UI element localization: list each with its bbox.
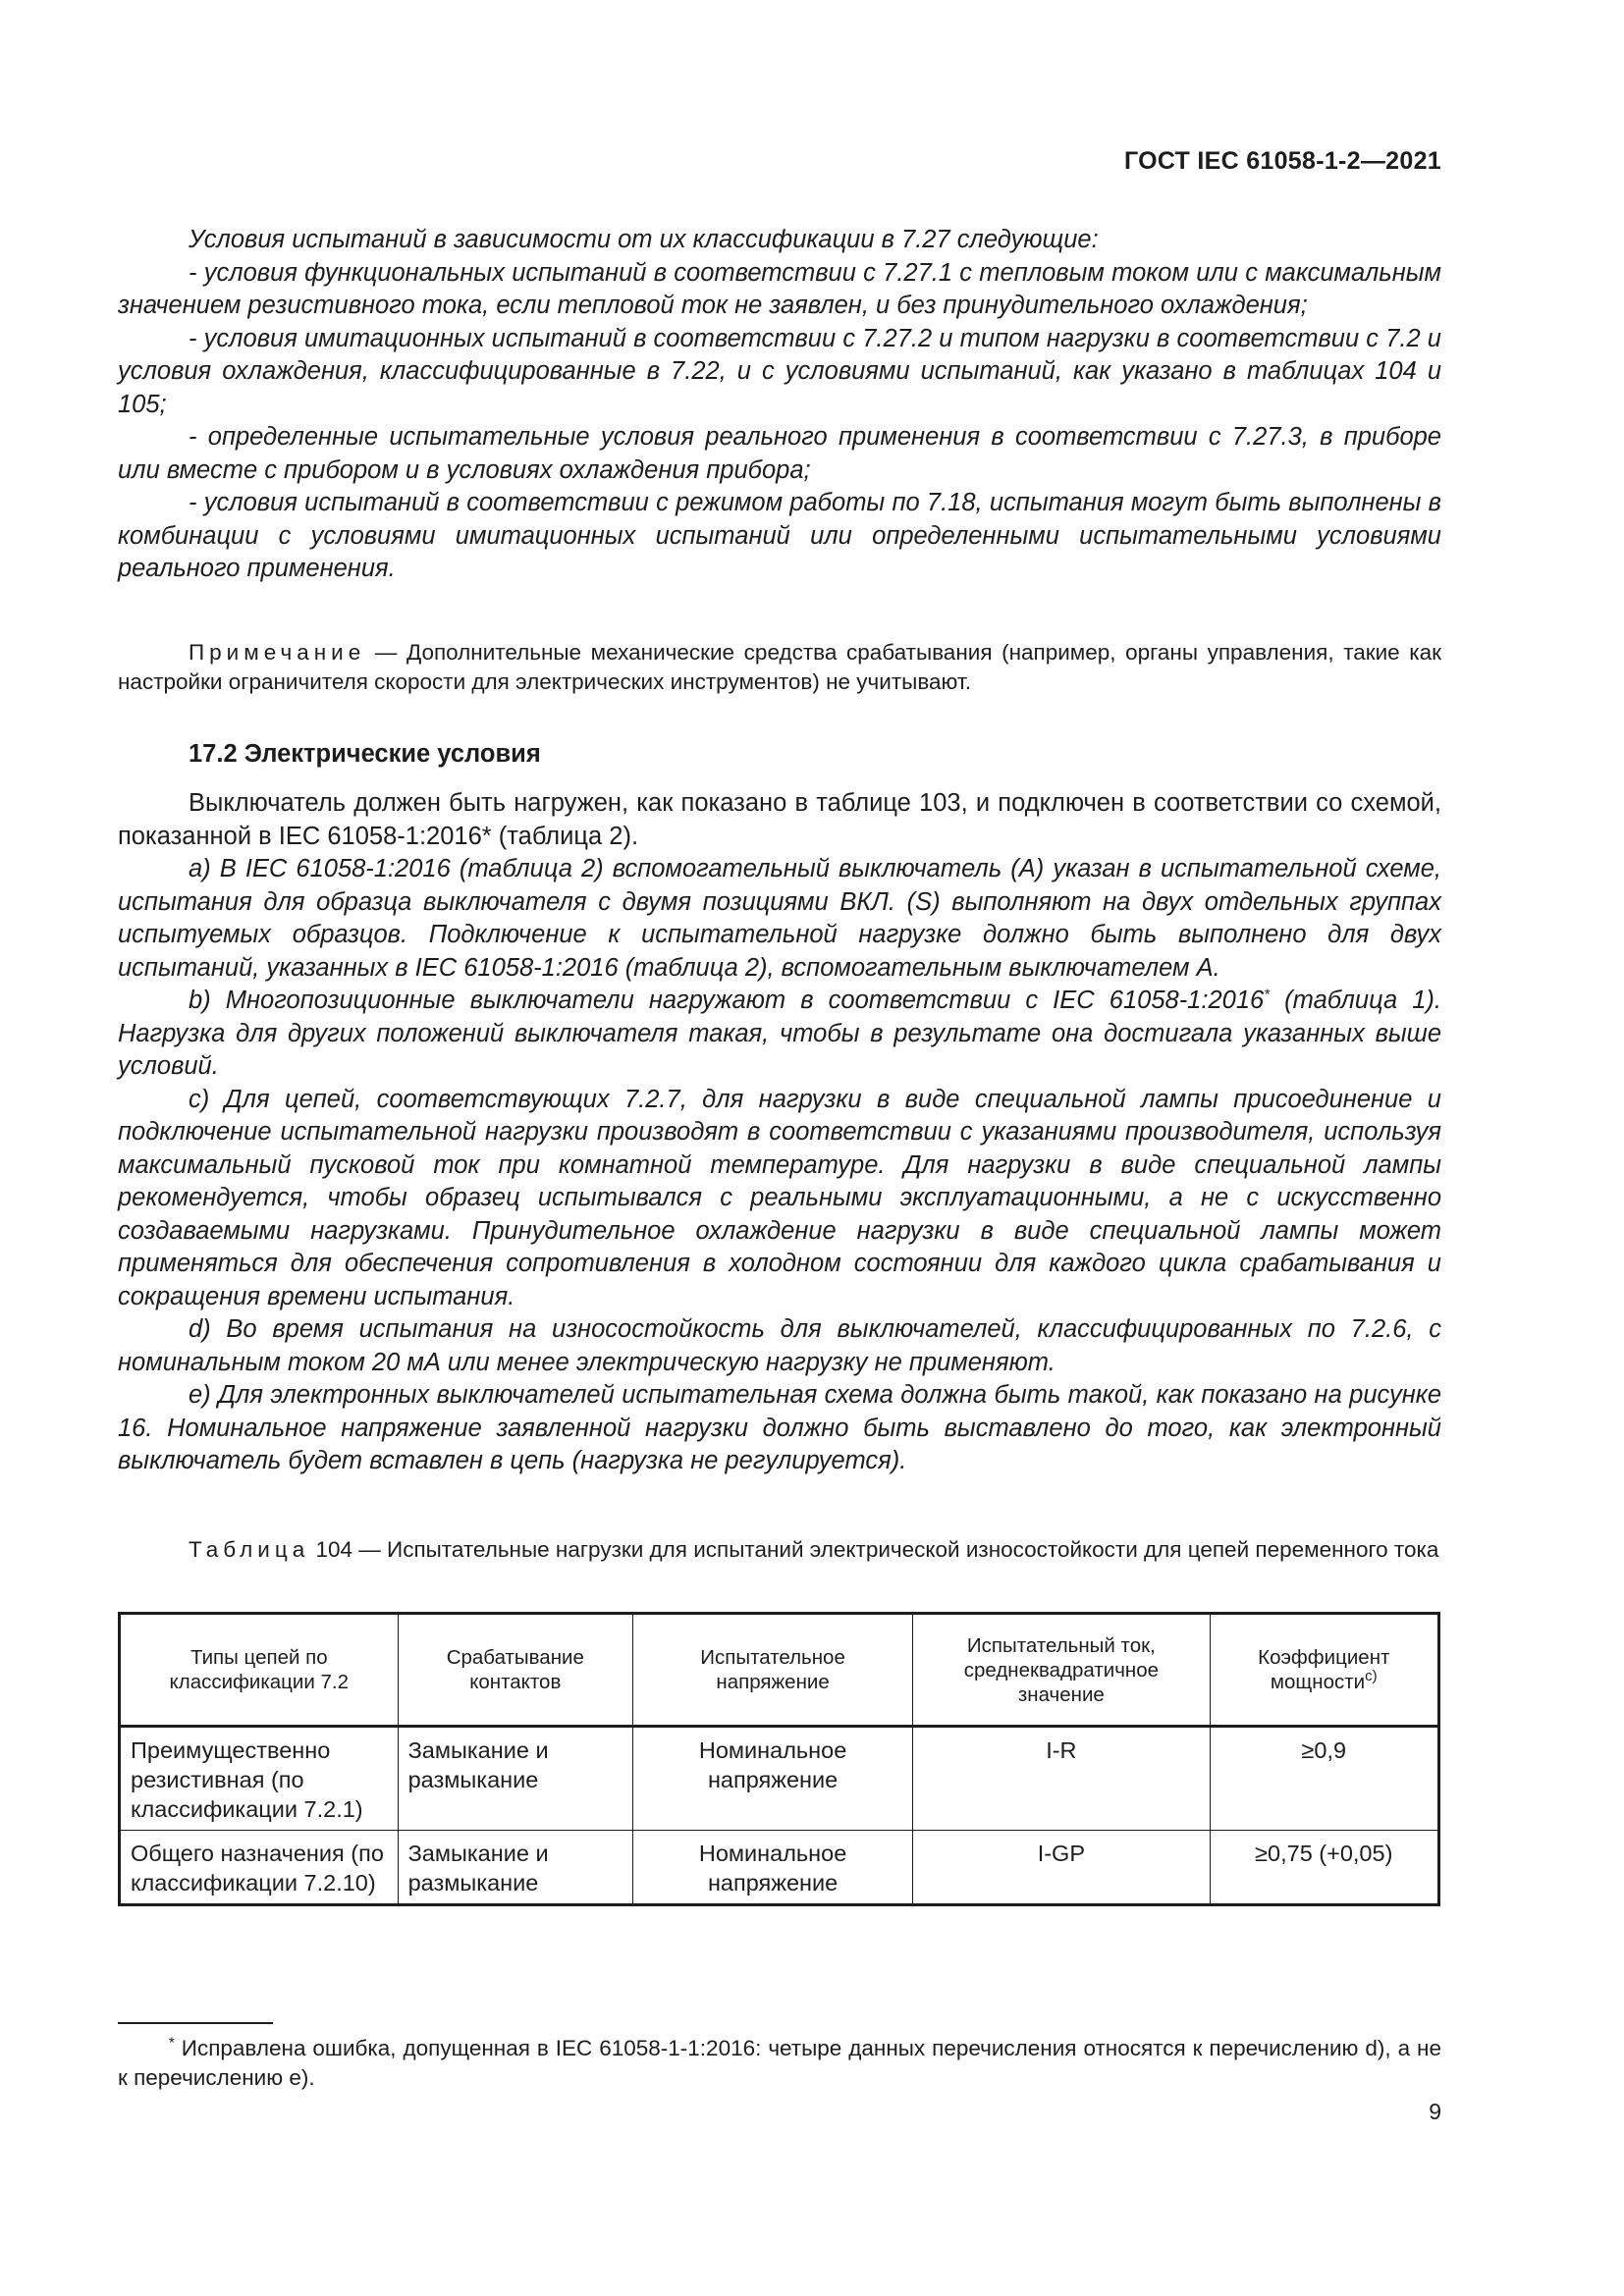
footnote-mark: * <box>169 2034 175 2052</box>
table-cell: ≥0,75 (+0,05) <box>1210 1831 1438 1905</box>
document-number: ГОСТ IEC 61058-1-2—2021 <box>1123 147 1441 175</box>
list-item-a: a) В IEC 61058-1:2016 (таблица 2) вспомогательный выключатель (А) указан в испытательной схеме, испытания для образца выключателя с двумя позициями ВКЛ. (S) выполняют на двух отдельных группах испытуемых образцов. Подключение к испытательной нагрузке должно быть выполнено для двух испытаний, указанных в IEC 61058-1:2016 (таблица 2), вспомогательным выключателем А. <box>118 855 1441 982</box>
column-header-text: Коэффициент мощности <box>1258 1646 1390 1693</box>
condition-item: - условия имитационных испытаний в соответствии с 7.27.2 и типом нагрузки в соответствии с 7.2 и условия охлаждения, классифицированные в 7.22, и с условиями испытаний, как указано в таблицах 104 и 105; <box>118 324 1441 418</box>
condition-item: - условия испытаний в соответствии с режимом работы по 7.18, испытания могут быть выполнены в комбинации с условиями имитационных испытаний или определенными испытательными условиями реального применения. <box>118 489 1441 582</box>
note-text: — Дополнительные механические средства срабатывания (например, органы управления, такие как настройки ограничителя скорости для электрических инструментов) не учитывают. <box>118 640 1441 694</box>
table-caption <box>118 1535 1441 1564</box>
table-cell: Общего назначения (по классификации 7.2.10) <box>120 1831 399 1905</box>
table-cell: I-R <box>913 1727 1210 1831</box>
condition-item: - определенные испытательные условия реального применения в соответствии с 7.27.3, в приборе или вместе с прибором и в условиях охлаждения прибора; <box>118 423 1441 484</box>
column-header: Типы цепей по классификации 7.2 <box>120 1614 399 1727</box>
test-loads-table <box>118 1612 1440 1906</box>
list-item-b <box>118 985 1441 1084</box>
section-lead: Выключатель должен быть нагружен, как показано в таблице 103, и подключен в соответствии со схемой, показанной в IEC 61058-1:2016* (таблица 2). <box>118 789 1441 850</box>
condition-item: - условия функциональных испытаний в соответствии с 7.27.1 с тепловым током или с максимальным значением резистивного тока, если тепловой ток не заявлен, и без принудительного охлаждения; <box>118 258 1441 319</box>
table-cell: Замыкание и размыкание <box>398 1831 632 1905</box>
list-item-c: c) Для цепей, соответствующих 7.2.7, для нагрузки в виде специальной лампы присоединение и подключение испытательной нагрузки производят в соответствии с указаниями производителя, используя максимальный пусковой ток при комнатной температуре. Для нагрузки в виде специальной лампы рекомендуется, чтобы образец испытывался с реальными эксплуатационными, а не с искусственно создаваемыми нагрузками. Принудительное охлаждение нагрузки в виде специальной лампы может применяться для обеспечения сопротивления в холодном состоянии для каждого цикла срабатывания и сокращения времени испытания. <box>118 1085 1441 1310</box>
column-header: Срабатывание контактов <box>398 1614 632 1727</box>
table-cell: ≥0,9 <box>1210 1727 1438 1831</box>
column-header <box>1210 1614 1438 1727</box>
note-label: Примечание <box>189 640 366 665</box>
table-caption-text: 104 — Испытательные нагрузки для испытаний электрической износостойкости для цепей переменного тока <box>309 1537 1439 1562</box>
test-conditions-block <box>118 224 1441 586</box>
table-cell: Замыкание и размыкание <box>398 1727 632 1831</box>
table-row <box>120 1831 1439 1905</box>
page-number: 9 <box>1429 2099 1441 2124</box>
table-cell: Преимущественно резистивная (по классификации 7.2.1) <box>120 1727 399 1831</box>
table-caption-block <box>118 1535 1441 1564</box>
table-header-row <box>120 1614 1439 1727</box>
conditions-lead: Условия испытаний в зависимости от их классификации в 7.27 следующие: <box>189 226 1099 253</box>
section-17-2 <box>118 738 1441 772</box>
list-item-e: e) Для электронных выключателей испытательная схема должна быть такой, как показано на рисунке 16. Номинальное напряжение заявленной нагрузки должно быть выставлено до того, как электронный выключатель будет вставлен в цепь (нагрузка не регулируется). <box>118 1381 1441 1474</box>
table-cell: Номинальное напряжение <box>632 1727 912 1831</box>
table-caption-label: Таблица <box>189 1537 310 1562</box>
column-header: Испытательный ток, среднеквадратичное значение <box>913 1614 1210 1727</box>
footnote-text: Исправлена ошибка, допущенная в IEC 61058-1-1:2016: четыре данных перечисления относятся к перечислению d), а не к перечислению e). <box>118 2036 1441 2090</box>
table-cell: I-GP <box>913 1831 1210 1905</box>
column-header-footnote-mark: c) <box>1365 1668 1378 1685</box>
column-header: Испытательное напряжение <box>632 1614 912 1727</box>
footnote-ref-mark: * <box>1264 986 1271 1003</box>
table-cell: Номинальное напряжение <box>632 1831 912 1905</box>
footnote <box>118 2034 1441 2093</box>
note <box>118 638 1441 697</box>
note-block <box>118 638 1441 697</box>
section-body <box>118 787 1441 1478</box>
table-row <box>120 1727 1439 1831</box>
footnote-separator <box>118 2022 273 2024</box>
list-item-d: d) Во время испытания на износостойкость для выключателей, классифицированных по 7.2.6, с номинальным током 20 мА или менее электрическую нагрузку не применяют. <box>118 1315 1441 1376</box>
list-item-b-start: b) Многопозиционные выключатели нагружают в соответствии с IEC 61058-1:2016 <box>189 987 1265 1014</box>
list-item-b-end: (таблица 1). Нагрузка для других положений выключателя такая, чтобы в результате она достигала указанных выше условий. <box>118 987 1441 1080</box>
section-title: 17.2 Электрические условия <box>189 740 541 768</box>
